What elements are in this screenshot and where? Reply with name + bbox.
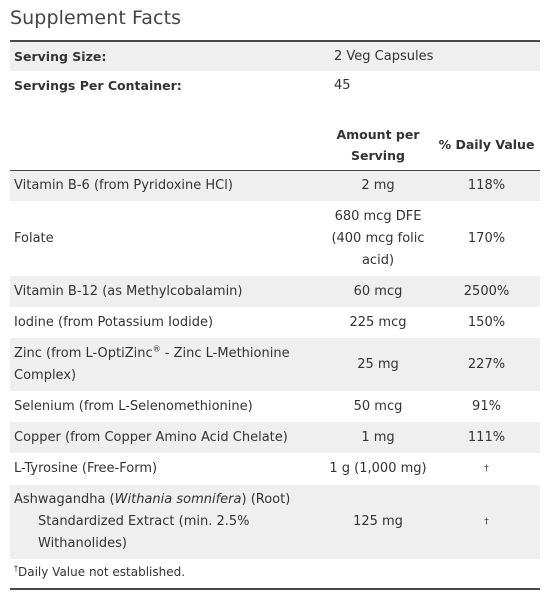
nutrient-amount: 25 mg [357, 356, 399, 372]
amount-header-line2: Serving [351, 147, 405, 163]
serving-size-label: Serving Size: [14, 48, 107, 64]
nutrient-name: Copper (from Copper Amino Acid Chelate) [14, 429, 288, 445]
amount-line: 680 mcg DFE [334, 208, 422, 224]
nutrient-amount: 1 mg [361, 429, 395, 445]
nutrient-name: Selenium (from L-Selenomethionine) [14, 398, 253, 414]
servings-per-container-row [10, 71, 540, 100]
footnote-text: Daily Value not established. [18, 565, 186, 579]
nutrient-name: Vitamin B-6 (from Pyridoxine HCl) [14, 178, 233, 193]
nutrient-row-ashwagandha [10, 485, 540, 559]
nutrient-name: Zinc (from L-OptiZinc® - Zinc L-Methionine Complex) [14, 344, 290, 383]
serving-size-value: 2 Veg Capsules [334, 48, 434, 64]
nutrient-daily-value: † [484, 517, 489, 527]
nutrient-row-copper [10, 422, 540, 453]
nutrient-amount: 50 mcg [353, 398, 403, 414]
amount-line: (400 mcg folic [331, 230, 425, 246]
amount-line: acid) [361, 252, 395, 268]
nutrient-name: L-Tyrosine (Free-Form) [14, 461, 158, 476]
registered-mark: ® [152, 344, 161, 354]
nutrient-row-vitamin-b6 [10, 170, 540, 201]
servings-per-container-value: 45 [334, 77, 351, 93]
nutrient-name: Iodine (from Potassium Iodide) [14, 314, 214, 330]
nutrient-amount: 1 g (1,000 mg) [329, 461, 427, 476]
nutrient-amount: 225 mcg [349, 314, 407, 330]
amount-per-serving-header [323, 120, 433, 169]
nutrient-name: Ashwagandha (Withania somnifera) (Root) Standardized Extract (min. 2.5% Withanolides) [14, 492, 291, 551]
page-title: Supplement Facts [10, 7, 182, 29]
nutrient-daily-value: 227% [467, 356, 506, 372]
nutrient-name: Folate [14, 230, 54, 246]
amount-header-line1: Amount per [336, 126, 420, 142]
nutrient-daily-value: 170% [467, 230, 506, 246]
nutrient-daily-value: 91% [472, 398, 501, 414]
nutrient-row-iodine [10, 307, 540, 338]
nutrient-row-selenium [10, 391, 540, 422]
nutrient-row-zinc [10, 338, 540, 391]
nutrient-row-vitamin-b12 [10, 276, 540, 307]
nutrient-daily-value: 150% [467, 314, 506, 330]
nutrient-row-folate [10, 201, 540, 276]
serving-size-row [10, 42, 540, 71]
nutrient-row-l-tyrosine [10, 453, 540, 485]
bottom-rule [10, 588, 540, 590]
nutrient-daily-value: 2500% [463, 283, 510, 299]
servings-per-container-label: Servings Per Container: [14, 77, 182, 93]
nutrient-daily-value: † [484, 464, 489, 474]
dagger-symbol: † [14, 564, 18, 573]
nutrient-name: Vitamin B-12 (as Methylcobalamin) [14, 283, 243, 299]
nutrient-amount: 60 mcg [353, 283, 403, 299]
latin-name: Withania somnifera [114, 492, 242, 507]
column-header-row [10, 120, 540, 169]
nutrient-amount: 125 mg [353, 514, 403, 529]
nutrient-amount [323, 201, 433, 276]
nutrient-daily-value: 118% [467, 178, 506, 193]
footnote [14, 565, 185, 579]
nutrient-amount: 2 mg [361, 178, 395, 193]
daily-value-header: % Daily Value [438, 137, 535, 152]
nutrient-daily-value: 111% [467, 429, 506, 445]
